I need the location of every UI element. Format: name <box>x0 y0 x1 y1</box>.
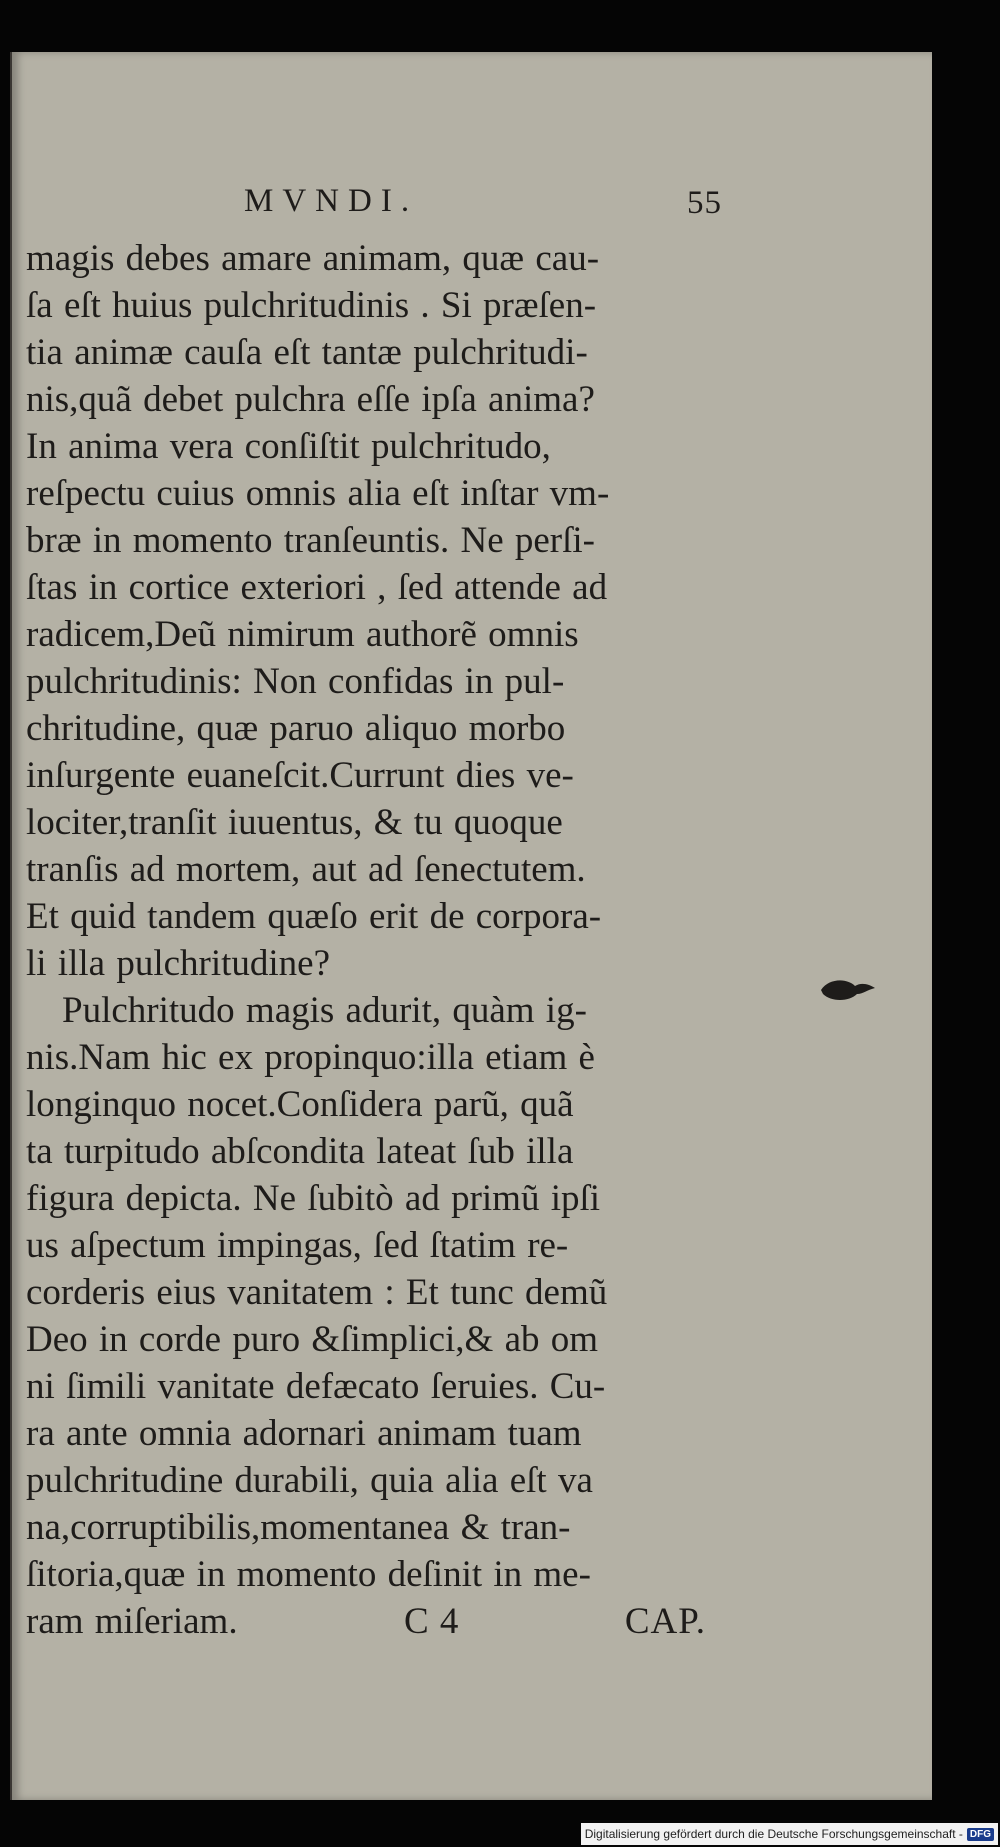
text-line: tranſis ad mortem, aut ad ſenectutem. <box>26 849 586 890</box>
text-line: figura depicta. Ne ſubitò ad primũ ipſi <box>26 1178 601 1219</box>
text-line: corderis eius vanitatem : Et tunc demũ <box>26 1272 608 1313</box>
text-line: li illa pulchritudine? <box>26 943 331 984</box>
signature-mark: C 4 <box>404 1601 459 1642</box>
text-line: tia animæ cauſa eſt tantæ pulchritudi- <box>26 332 588 373</box>
page-number: 55 <box>687 185 722 221</box>
text-line: Et quid tandem quæſo erit de corpora- <box>26 896 602 937</box>
text-line: In anima vera conſiſtit pulchritudo, <box>26 426 551 467</box>
text-line: lociter,tranſit iuuentus, & tu quoque <box>26 802 563 843</box>
book-page <box>10 52 932 1800</box>
text-lines <box>26 235 706 1598</box>
text-line: Pulchritudo magis adurit, quàm ig- <box>62 990 587 1031</box>
text-line: chritudine, quæ paruo aliquo morbo <box>26 708 566 749</box>
page-text-block <box>26 177 722 1645</box>
text-line: Deo in corde puro &ſimplici,& ab om <box>26 1319 599 1360</box>
catchword: CAP. <box>624 1601 706 1642</box>
text-line: us aſpectum impingas, ſed ſtatim re- <box>26 1225 569 1266</box>
text-line: na,corruptibilis,momentanea & tran- <box>26 1507 571 1548</box>
text-line: nis.Nam hic ex propinquo:illa etiam è <box>26 1037 595 1078</box>
page-header <box>26 177 722 235</box>
text-line: magis debes amare animam, quæ cau- <box>26 238 600 279</box>
footer-text: Digitalisierung gefördert durch die Deutsche Forschungsgemeinschaft - <box>584 1827 963 1841</box>
text-line-last <box>26 1598 706 1645</box>
text-line: pulchritudine durabili, quia alia eſt va <box>26 1460 593 1501</box>
text-line: ſa eſt huius pulchritudinis . Si præſen- <box>26 285 597 326</box>
text-line: reſpectu cuius omnis alia eſt inſtar vm- <box>26 473 610 514</box>
closing-text: ram miſeriam. <box>26 1601 238 1642</box>
text-line: ſitoria,quæ in momento deſinit in me- <box>26 1554 591 1595</box>
digitization-footer <box>581 1823 998 1845</box>
hand-ornament-icon <box>817 972 877 1006</box>
text-line: inſurgente euaneſcit.Currunt dies ve- <box>26 755 574 796</box>
text-line: radicem,Deũ nimirum authorẽ omnis <box>26 614 579 655</box>
text-line: pulchritudinis: Non confidas in pul- <box>26 661 565 702</box>
text-line: bræ in momento tranſeuntis. Ne perſi- <box>26 520 595 561</box>
text-line: ra ante omnia adornari animam tuam <box>26 1413 582 1454</box>
text-line: ta turpitudo abſcondita lateat ſub illa <box>26 1131 574 1172</box>
running-head: MVNDI. <box>244 183 419 219</box>
text-line: ni ſimili vanitate defæcato ſeruies. Cu- <box>26 1366 606 1407</box>
text-line: longinquo nocet.Conſidera parũ, quã <box>26 1084 574 1125</box>
text-line: nis,quã debet pulchra eſſe ipſa anima? <box>26 379 595 420</box>
dfg-logo: DFG <box>967 1828 994 1841</box>
text-line: ſtas in cortice exteriori , ſed attende ad <box>26 567 608 608</box>
